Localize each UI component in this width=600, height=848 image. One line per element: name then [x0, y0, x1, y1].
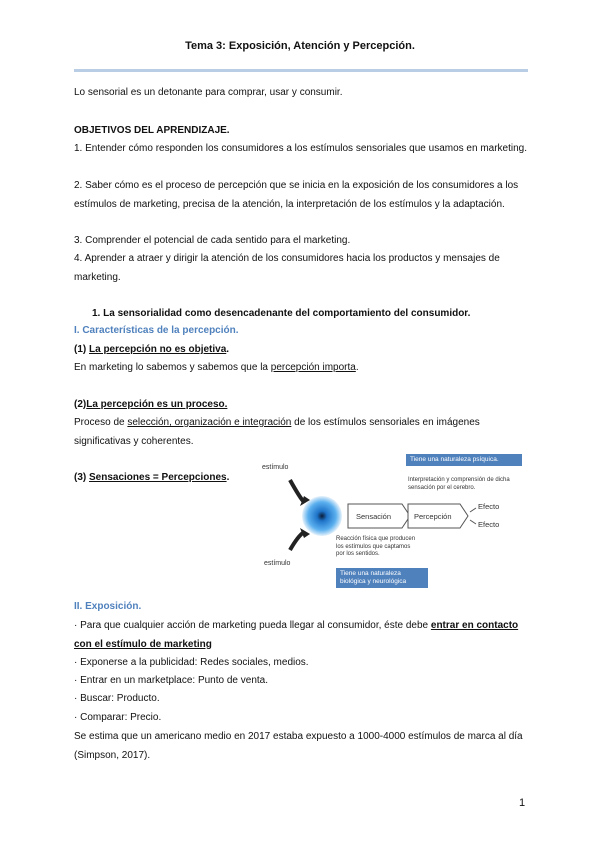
point-2-text: Proceso de selección, organización e integración de los estímulos sensoriales en imágenes significativas y coherentes.	[74, 417, 480, 447]
page-title: Tema 3: Exposición, Atención y Percepción.	[185, 40, 415, 52]
objective-item: 3. Comprender el potencial de cada sentido para el marketing.	[74, 235, 351, 246]
subsection-heading: I. Características de la percepción.	[74, 325, 239, 336]
list-item: · Buscar: Producto.	[74, 693, 160, 704]
objectives-heading: OBJETIVOS DEL APRENDIZAJE.	[74, 125, 230, 136]
header-divider	[74, 69, 528, 72]
stimulus-label-bottom: estímulo	[264, 560, 291, 567]
section-2-heading: II. Exposición.	[74, 601, 142, 612]
note-interpretation: Interpretación y comprensión de dicha sensación por el cerebro.	[408, 477, 510, 491]
effect-label-1: Efecto	[478, 502, 500, 511]
section-heading: 1. La sensorialidad como desencadenante del comportamiento del consumidor.	[92, 308, 471, 319]
objective-item: 2. Saber cómo es el proceso de percepción que se inicia en la exposición de los consumidores a los estímulos de marketing, precisa de la atención, la interpretación de los estímulos y la adaptación.	[74, 180, 519, 210]
closing-text: Se estima que un americano medio en 2017 estaba expuesto a 1000-4000 estímulos de marca al día (Simpson, 2017).	[74, 731, 523, 761]
list-item: · Exponerse a la publicidad: Redes sociales, medios.	[74, 657, 309, 668]
point-2-title: (2)La percepción es un proceso.	[74, 399, 228, 410]
exposure-intro: · Para que cualquier acción de marketing pueda llegar al consumidor, éste debe entrar en contacto con el estímulo de marketing	[74, 620, 519, 650]
perception-box-label: Percepción	[414, 512, 452, 521]
curved-arrow-bottom-icon	[290, 532, 304, 550]
note-psychic: Tiene una naturaleza psíquica.	[406, 454, 522, 466]
curved-arrow-top-icon	[290, 480, 304, 502]
stimulus-label-top: estímulo	[262, 464, 289, 471]
list-item: · Comparar: Precio.	[74, 712, 162, 723]
perception-diagram	[260, 450, 535, 590]
point-3-title: (3) Sensaciones = Percepciones.	[74, 472, 230, 483]
point-1-text: En marketing lo sabemos y sabemos que la percepción importa.	[74, 362, 359, 373]
objective-item: 1. Entender cómo responden los consumidores a los estímulos sensoriales que usamos en marketing.	[74, 143, 528, 154]
page-number: 1	[519, 797, 526, 809]
note-reaction: Reacción física que producen los estímulos que captamos por los sentidos.	[336, 536, 416, 557]
list-item: · Entrar en un marketplace: Punto de venta.	[74, 675, 268, 686]
sensation-box-label: Sensación	[356, 512, 392, 521]
note-biological: Tiene una naturaleza biológica y neurológica	[336, 568, 428, 588]
eye-icon	[302, 496, 342, 536]
effect-label-2: Efecto	[478, 520, 500, 529]
objective-item: 4. Aprender a atraer y dirigir la atención de los consumidores hacia los productos y mensajes de marketing.	[74, 253, 500, 283]
point-1-title: (1) La percepción no es objetiva.	[74, 344, 230, 355]
intro-text: Lo sensorial es un detonante para comprar, usar y consumir.	[74, 87, 343, 98]
